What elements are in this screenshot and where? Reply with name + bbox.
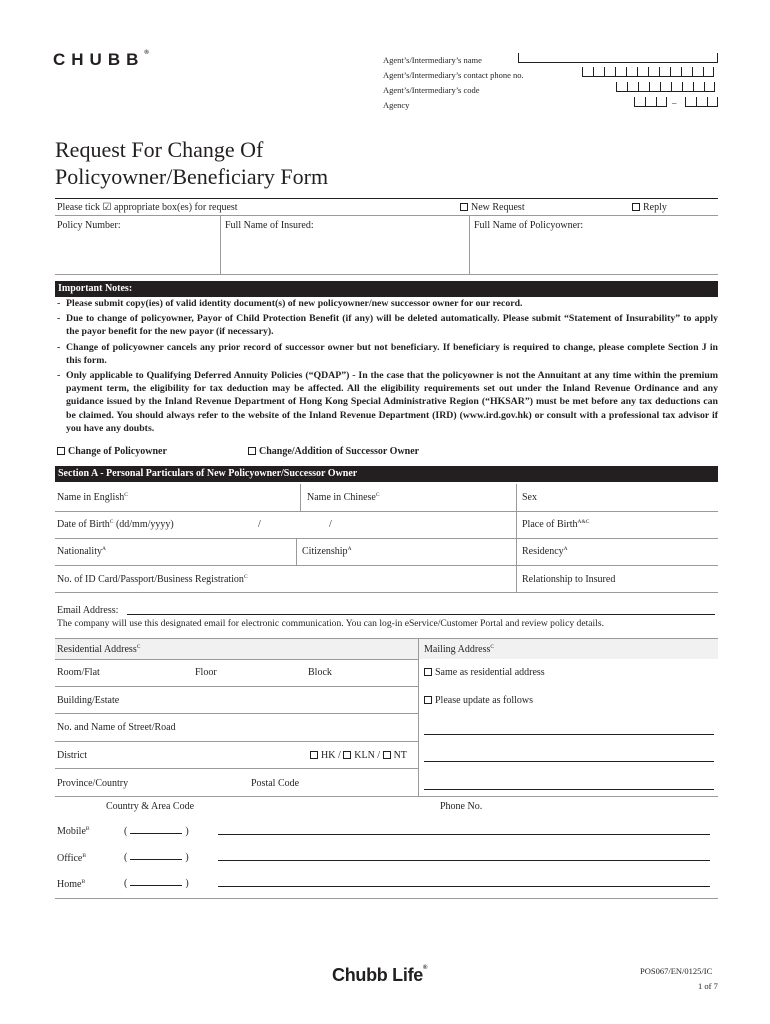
agency-field-part1[interactable] [634, 97, 667, 107]
office-phone-field[interactable] [218, 860, 710, 861]
checkbox[interactable] [57, 447, 65, 455]
note-item: - Due to change of policyowner, Payor of Child Protection Benefit (if any) will be deleted automatically. Please submit “Statement of Insurability” to apply the payor benefit for the new payor (if necessary). [55, 312, 718, 338]
divider [469, 215, 470, 274]
notes-list [55, 297, 718, 435]
label-text: Mailing Address [424, 644, 491, 655]
hk-label: HK / [321, 750, 344, 761]
new-request-label: New Request [471, 202, 525, 213]
note-item: - Only applicable to Qualifying Deferred Annuity Policies (“QDAP”) - In the case that the policyowner is not the Annuitant at any time within the premium payment term, the eligibility for tax deduction may be affected. All the eligibility requirements set out under the Inland Revenue Ordinance and any guidance issued by the Inland Revenue Department of Hong Kong Special Administrative Region (“HKSAR”) must be met before any tax deductions can be claimed. You should always refer to the website of the Inland Revenue Department (IRD) (www.ird.gov.hk) or consult with a professional tax advisor if you have any doubts. [55, 369, 718, 435]
superscript: A [347, 546, 352, 552]
option-label: Please update as follows [435, 695, 534, 706]
divider [55, 274, 718, 275]
agent-phone-field[interactable] [582, 67, 714, 77]
citizenship-label [302, 546, 352, 557]
postal-code-label: Postal Code [251, 778, 300, 789]
country-area-code-label: Country & Area Code [106, 801, 195, 812]
reply-option[interactable] [632, 202, 667, 213]
superscript: C [375, 492, 380, 498]
superscript: C [243, 574, 248, 580]
notes-heading: Important Notes: [55, 281, 718, 297]
same-as-residential-option[interactable] [424, 667, 545, 678]
email-note: The company will use this designated email for electronic communication. You can log-in eService/Customer Portal and review policy details. [57, 618, 604, 629]
divider [55, 713, 418, 714]
agent-name-field[interactable] [518, 53, 718, 63]
change-successor-option[interactable] [248, 446, 419, 457]
label-text: Nationality [57, 546, 102, 557]
divider [55, 768, 418, 769]
divider [300, 484, 301, 511]
form-code: POS067/EN/0125/IC [640, 966, 713, 976]
mobile-area-code-field[interactable]: ( ) [124, 826, 189, 837]
relationship-label: Relationship to Insured [522, 574, 616, 585]
building-estate-label: Building/Estate [57, 695, 120, 706]
superscript: A [563, 546, 568, 552]
divider [55, 538, 718, 539]
label-text: Name in Chinese [307, 492, 376, 503]
label-text: Citizenship [302, 546, 348, 557]
superscript: C [136, 644, 141, 650]
chubb-life-logo: Chubb Life® [332, 965, 428, 985]
logo-text: Chubb Life [332, 965, 423, 985]
dob-slash: / [258, 519, 261, 530]
divider [516, 484, 517, 511]
divider [55, 215, 718, 216]
checkbox[interactable] [424, 696, 432, 704]
option-label: Same as residential address [435, 667, 545, 678]
chubb-logo: CHUBB® [53, 50, 149, 69]
email-field[interactable] [127, 614, 715, 615]
office-label [57, 853, 86, 864]
room-flat-label: Room/Flat [57, 667, 100, 678]
page-number: 1 of 7 [698, 981, 718, 991]
checkbox[interactable] [343, 751, 351, 759]
id-number-label [57, 574, 248, 585]
email-label: Email Address: [57, 605, 119, 616]
label-text: Home [57, 879, 82, 890]
label-text: Residential Address [57, 644, 137, 655]
divider [516, 511, 517, 538]
divider [296, 538, 297, 565]
dob-format: (dd/mm/yyyy) [113, 519, 174, 530]
district-label: District [57, 750, 87, 761]
divider [55, 659, 418, 660]
title-line-2: Policyowner/Beneficiary Form [55, 164, 329, 189]
divider [516, 565, 517, 592]
label-text: No. of ID Card/Passport/Business Registration [57, 574, 244, 585]
home-label [57, 879, 85, 890]
divider [55, 686, 418, 687]
superscript: B [85, 826, 90, 832]
superscript: A [102, 546, 106, 552]
agency-label: Agency [383, 100, 410, 110]
divider [55, 592, 718, 593]
place-of-birth-label [522, 519, 589, 530]
province-country-label: Province/Country [57, 778, 129, 789]
mailing-address-line-3[interactable] [424, 789, 714, 790]
change-successor-label: Change/Addition of Successor Owner [259, 446, 420, 457]
label-text: Name in English [57, 492, 125, 503]
superscript: C [109, 519, 114, 525]
policyowner-name-label: Full Name of Policyowner: [474, 220, 584, 231]
mailing-address-line-1[interactable] [424, 734, 714, 735]
home-phone-field[interactable] [218, 886, 710, 887]
divider [516, 538, 517, 565]
superscript: C [124, 492, 128, 498]
superscript: B [81, 879, 86, 885]
reply-label: Reply [643, 202, 667, 213]
checkbox[interactable] [632, 203, 640, 211]
label-text: Date of Birth [57, 519, 110, 530]
mailing-address-label [424, 644, 494, 655]
agent-phone-label: Agent’s/Intermediary’s contact phone no. [383, 70, 524, 80]
divider [418, 639, 419, 796]
tick-instruction: Please tick ☑ appropriate box(es) for request [57, 202, 238, 213]
divider [55, 796, 718, 797]
nationality-label [57, 546, 106, 557]
agent-code-label: Agent’s/Intermediary’s code [383, 85, 480, 95]
superscript: C [490, 644, 495, 650]
district-options[interactable] [310, 750, 407, 761]
dob-slash: / [329, 519, 332, 530]
checkbox[interactable] [248, 447, 256, 455]
change-policyowner-option[interactable] [57, 446, 167, 457]
superscript: A&C [577, 519, 590, 525]
divider [55, 511, 718, 512]
agent-code-field[interactable] [616, 82, 715, 92]
logo-text: CHUBB [53, 50, 145, 69]
insured-name-label: Full Name of Insured: [225, 220, 314, 231]
label-text: Place of Birth [522, 519, 578, 530]
mailing-address-line-2[interactable] [424, 761, 714, 762]
policy-number-label: Policy Number: [57, 220, 121, 231]
divider [55, 565, 718, 566]
label-text: Residency [522, 546, 564, 557]
street-label: No. and Name of Street/Road [57, 722, 176, 733]
title-line-1: Request For Change Of [55, 137, 264, 162]
mobile-label [57, 826, 90, 837]
block-label: Block [308, 667, 332, 678]
phone-no-label: Phone No. [440, 801, 483, 812]
mobile-phone-field[interactable] [218, 834, 710, 835]
residency-label [522, 546, 568, 557]
divider [220, 215, 221, 274]
section-a-heading: Section A - Personal Particulars of New Policyowner/Successor Owner [55, 466, 718, 482]
label-text: Office [57, 853, 83, 864]
agency-field-part2[interactable] [685, 97, 718, 107]
checkbox[interactable] [383, 751, 391, 759]
new-request-option[interactable] [460, 202, 525, 213]
agency-dash: – [672, 98, 677, 108]
office-area-code-field[interactable]: ( ) [124, 852, 189, 863]
residential-address-label [57, 644, 140, 655]
nt-label: NT [393, 750, 407, 761]
checkbox[interactable] [460, 203, 468, 211]
please-update-option[interactable] [424, 695, 533, 706]
divider [55, 741, 418, 742]
label-text: Mobile [57, 826, 86, 837]
note-item: - Change of policyowner cancels any prior record of successor owner but not beneficiary. If beneficiary is required to change, please complete Section J in this form. [55, 341, 718, 367]
checkbox[interactable] [310, 751, 318, 759]
address-header-band [55, 639, 718, 659]
divider [55, 198, 718, 199]
name-english-label [57, 492, 128, 503]
change-policyowner-label: Change of Policyowner [68, 446, 167, 457]
divider [55, 898, 718, 899]
sex-label: Sex [522, 492, 537, 503]
floor-label: Floor [195, 667, 217, 678]
form-title [55, 136, 328, 190]
name-chinese-label [307, 492, 380, 503]
note-item: - Please submit copy(ies) of valid identity document(s) of new policyowner/new successor owner for our record. [55, 297, 718, 310]
home-area-code-field[interactable]: ( ) [124, 878, 189, 889]
dob-label [57, 519, 174, 530]
kln-label: KLN / [354, 750, 383, 761]
agent-name-label: Agent’s/Intermediary’s name [383, 55, 482, 65]
superscript: B [82, 853, 87, 859]
checkbox[interactable] [424, 668, 432, 676]
